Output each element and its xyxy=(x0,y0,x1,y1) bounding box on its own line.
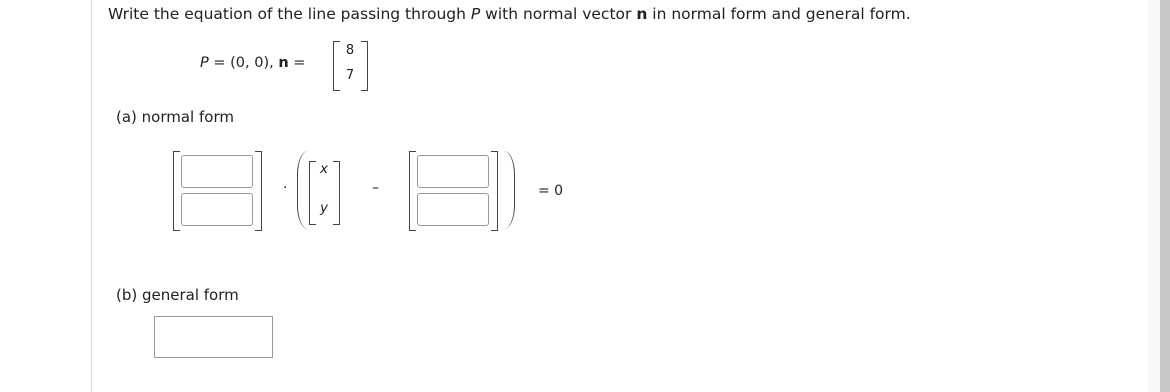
p-left-bracket xyxy=(409,151,416,231)
vector-value-1: 8 xyxy=(345,43,355,58)
left-bracket xyxy=(333,41,340,91)
vector-symbol: n xyxy=(636,5,648,23)
var-x: x xyxy=(320,161,328,177)
question-middle: with normal vector xyxy=(480,5,637,23)
n-left-bracket xyxy=(173,151,180,231)
normal-vector-input-2[interactable] xyxy=(181,193,253,226)
point-vector-input-1[interactable] xyxy=(417,155,489,188)
given-vector-symbol: n xyxy=(278,55,289,71)
given-point-symbol: P xyxy=(200,55,209,71)
part-b-label: (b) general form xyxy=(116,286,239,304)
general-form-input[interactable] xyxy=(154,316,273,358)
question-suffix: in normal form and general form. xyxy=(647,5,911,23)
open-paren xyxy=(297,151,308,229)
point-vector-input-2[interactable] xyxy=(417,193,489,226)
close-paren xyxy=(504,151,515,229)
given-equals: = xyxy=(288,55,306,71)
given-values xyxy=(200,55,305,71)
n-right-bracket xyxy=(255,151,262,231)
vector-value-2: 7 xyxy=(345,68,355,83)
dot-operator: · xyxy=(283,180,288,196)
part-a-label: (a) normal form xyxy=(116,108,234,126)
p-right-bracket xyxy=(491,151,498,231)
xy-left-bracket xyxy=(309,161,316,225)
right-bracket xyxy=(361,41,368,91)
xy-right-bracket xyxy=(333,161,340,225)
given-point-rest: = (0, 0), xyxy=(208,55,279,71)
given-vector-matrix xyxy=(329,41,371,89)
var-y: y xyxy=(320,200,328,216)
normal-vector-input-1[interactable] xyxy=(181,155,253,188)
question-prefix: Write the equation of the line passing through xyxy=(108,5,471,23)
question-text xyxy=(108,5,911,23)
equals-zero: = 0 xyxy=(538,183,564,199)
scrollbar-thumb[interactable] xyxy=(1160,0,1170,392)
point-symbol: P xyxy=(470,5,481,23)
minus-operator: – xyxy=(372,180,379,196)
